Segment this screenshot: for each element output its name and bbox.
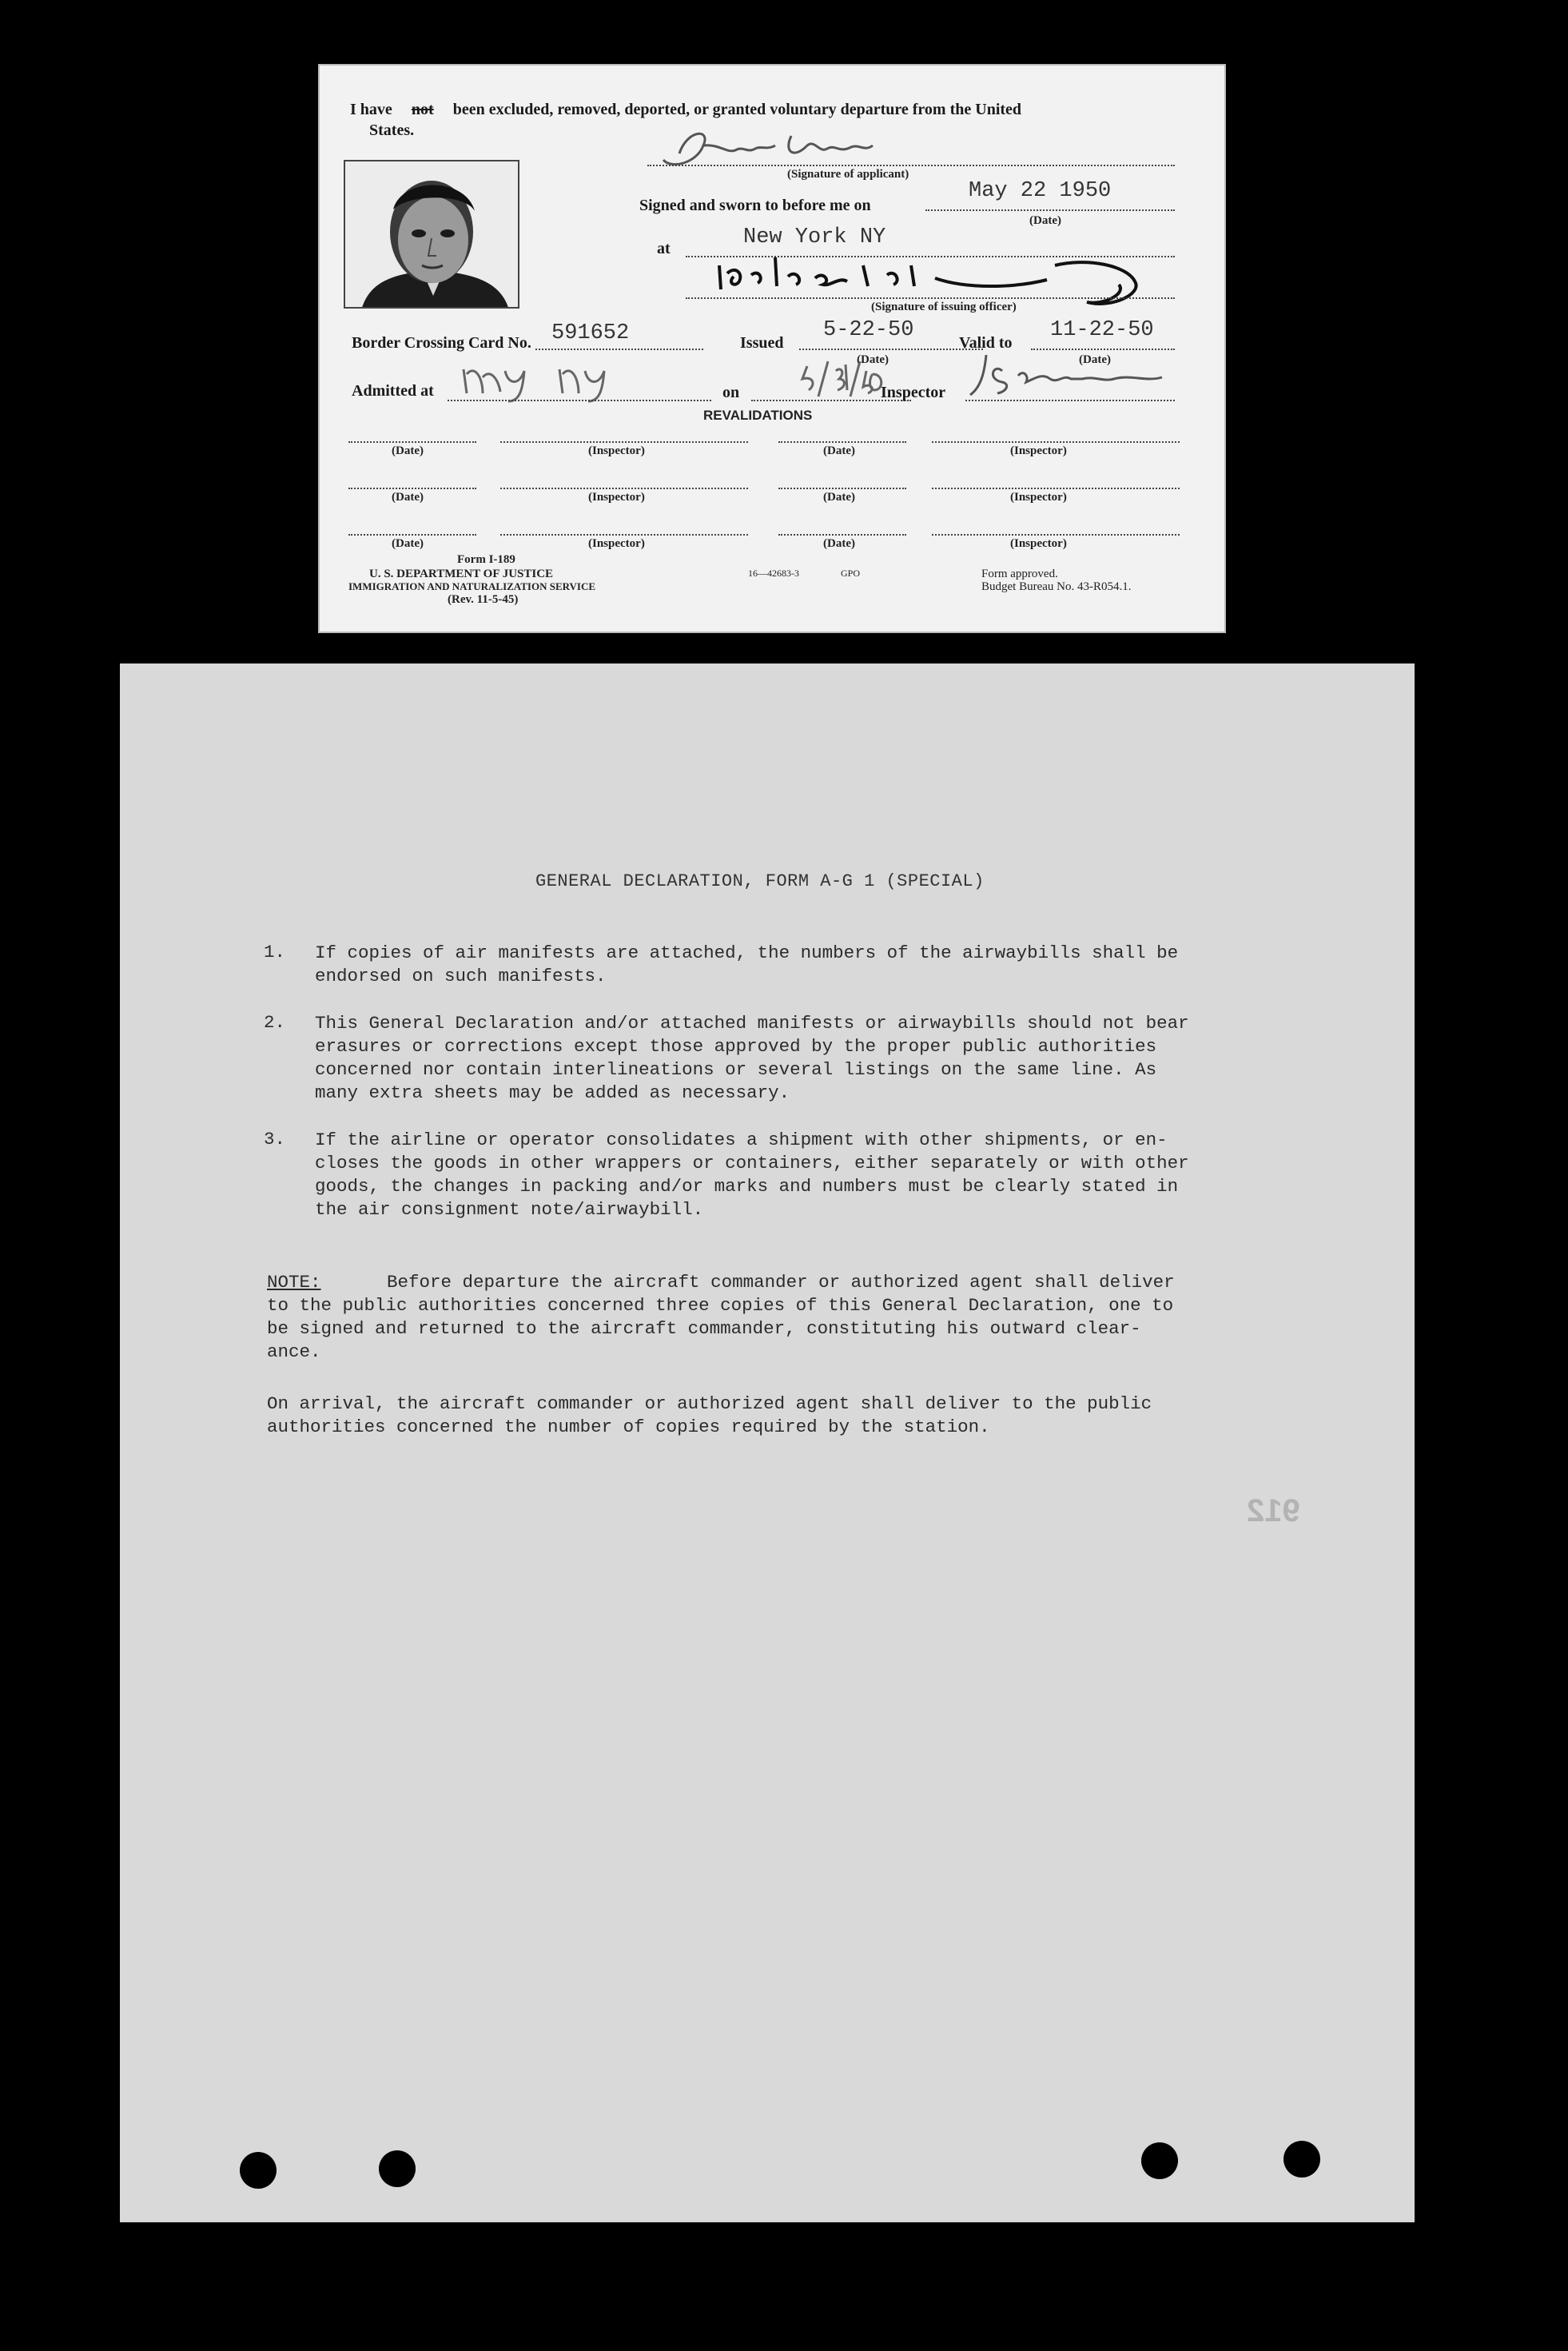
signed-date: May 22 1950 (969, 179, 1112, 203)
item-number: 2. (264, 1012, 286, 1033)
reval-inspector-label: (Inspector) (588, 491, 645, 504)
issued-date: 5-22-50 (823, 318, 914, 342)
border-card-number: 591652 (551, 321, 630, 345)
reval-date-label: (Date) (392, 491, 424, 504)
at-label: at (657, 240, 671, 257)
service-name: IMMIGRATION AND NATURALIZATION SERVICE (348, 580, 596, 592)
reval-inspector-label: (Inspector) (1010, 537, 1067, 550)
general-declaration-sheet (120, 663, 1415, 2222)
punch-hole (1141, 2142, 1178, 2179)
reval-inspector-label: (Inspector) (588, 537, 645, 550)
arrival-text: On arrival, the aircraft commander or authorized agent shall deliver to the public authorities concerned the number of copies required by the station. (267, 1393, 1152, 1437)
punch-hole (240, 2152, 277, 2189)
valid-to-label: Valid to (959, 334, 1013, 352)
signed-date-label: (Date) (1029, 214, 1061, 227)
declaration-prefix: I have (350, 101, 392, 118)
inspector-line (965, 400, 1175, 401)
gpo-mark: GPO (841, 568, 861, 579)
admitted-at-handwriting (456, 353, 663, 404)
admitted-at-label: Admitted at (352, 382, 434, 400)
on-label: on (722, 384, 740, 401)
declaration-rest: been excluded, removed, deported, or granted voluntary departure from the United (452, 101, 1022, 118)
reval-date-label: (Date) (392, 537, 424, 550)
applicant-photo (344, 160, 519, 309)
valid-to-date: 11-22-50 (1050, 318, 1154, 342)
inspector-label: Inspector (881, 384, 946, 401)
issued-date-label: (Date) (857, 353, 889, 366)
issued-date-line (799, 349, 983, 350)
form-revision: (Rev. 11-5-45) (448, 593, 519, 606)
declaration-item-2: This General Declaration and/or attached manifests or airwaybills should not bear erasures or corrections except those approved by the proper public authorities concerned nor contain interlineations or several listings on the same line. As many extra sheets may be added as necessary. (315, 1013, 1189, 1103)
reval-date-label: (Date) (823, 537, 855, 550)
issuing-officer-label: (Signature of issuing officer) (871, 301, 1017, 313)
issued-label: Issued (740, 334, 784, 352)
issuing-officer-line (686, 297, 1175, 299)
punch-hole (379, 2150, 416, 2187)
on-date-handwriting (796, 355, 892, 403)
applicant-signature-label: (Signature of applicant) (787, 168, 909, 181)
inspector-signature (962, 347, 1178, 403)
reval-inspector-label: (Inspector) (1010, 444, 1067, 457)
declaration-line (350, 101, 1021, 119)
reval-date-label: (Date) (823, 491, 855, 504)
note-label: NOTE: (267, 1272, 321, 1293)
signed-date-line (925, 209, 1175, 211)
declaration-line2: States. (369, 122, 415, 139)
reval-inspector-label: (Inspector) (588, 444, 645, 457)
border-crossing-card (318, 64, 1226, 633)
border-card-line (535, 349, 703, 350)
valid-to-date-label: (Date) (1079, 353, 1111, 366)
applicant-signature-line (647, 165, 1175, 166)
signed-sworn-label: Signed and sworn to before me on (639, 197, 871, 214)
declaration-item-1: If copies of air manifests are attached, the numbers of the airwaybills shall be endorsed on such manifests. (315, 942, 1179, 986)
declaration-item-3: If the airline or operator consolidates a shipment with other shipments, or en- closes the goods in other wrappers or containers, either separately or with other goods, the changes in packing and/or marks and numbers must be clearly stated in the air consignment note/airwaybill. (315, 1130, 1189, 1220)
form-number: Form I-189 (457, 553, 515, 566)
note-text: Before departure the aircraft commander or authorized agent shall deliver to the public authorities concerned three copies of this General Declaration, one to be signed and returned to the aircraft commander, constituting his outward clear- ance. (267, 1272, 1175, 1362)
reval-inspector-label: (Inspector) (1010, 491, 1067, 504)
bleed-through-number: 912 (1247, 1493, 1300, 1528)
punch-hole (1283, 2141, 1320, 2178)
reval-date-label: (Date) (823, 444, 855, 457)
revalidations-heading: REVALIDATIONS (703, 408, 813, 423)
struck-word: not (411, 101, 434, 118)
border-card-label: Border Crossing Card No. (352, 334, 531, 352)
at-place: New York NY (743, 225, 886, 249)
item-number: 1. (264, 942, 286, 962)
reval-date-label: (Date) (392, 444, 424, 457)
form-approved: Form approved. (981, 568, 1058, 580)
print-code: 16—42683-3 (748, 568, 799, 579)
admitted-at-line (448, 400, 711, 401)
department-name: U. S. DEPARTMENT OF JUSTICE (369, 568, 554, 580)
declaration-title: GENERAL DECLARATION, FORM A-G 1 (SPECIAL) (535, 871, 985, 891)
item-number: 3. (264, 1129, 286, 1150)
budget-bureau-number: Budget Bureau No. 43-R054.1. (981, 580, 1132, 593)
